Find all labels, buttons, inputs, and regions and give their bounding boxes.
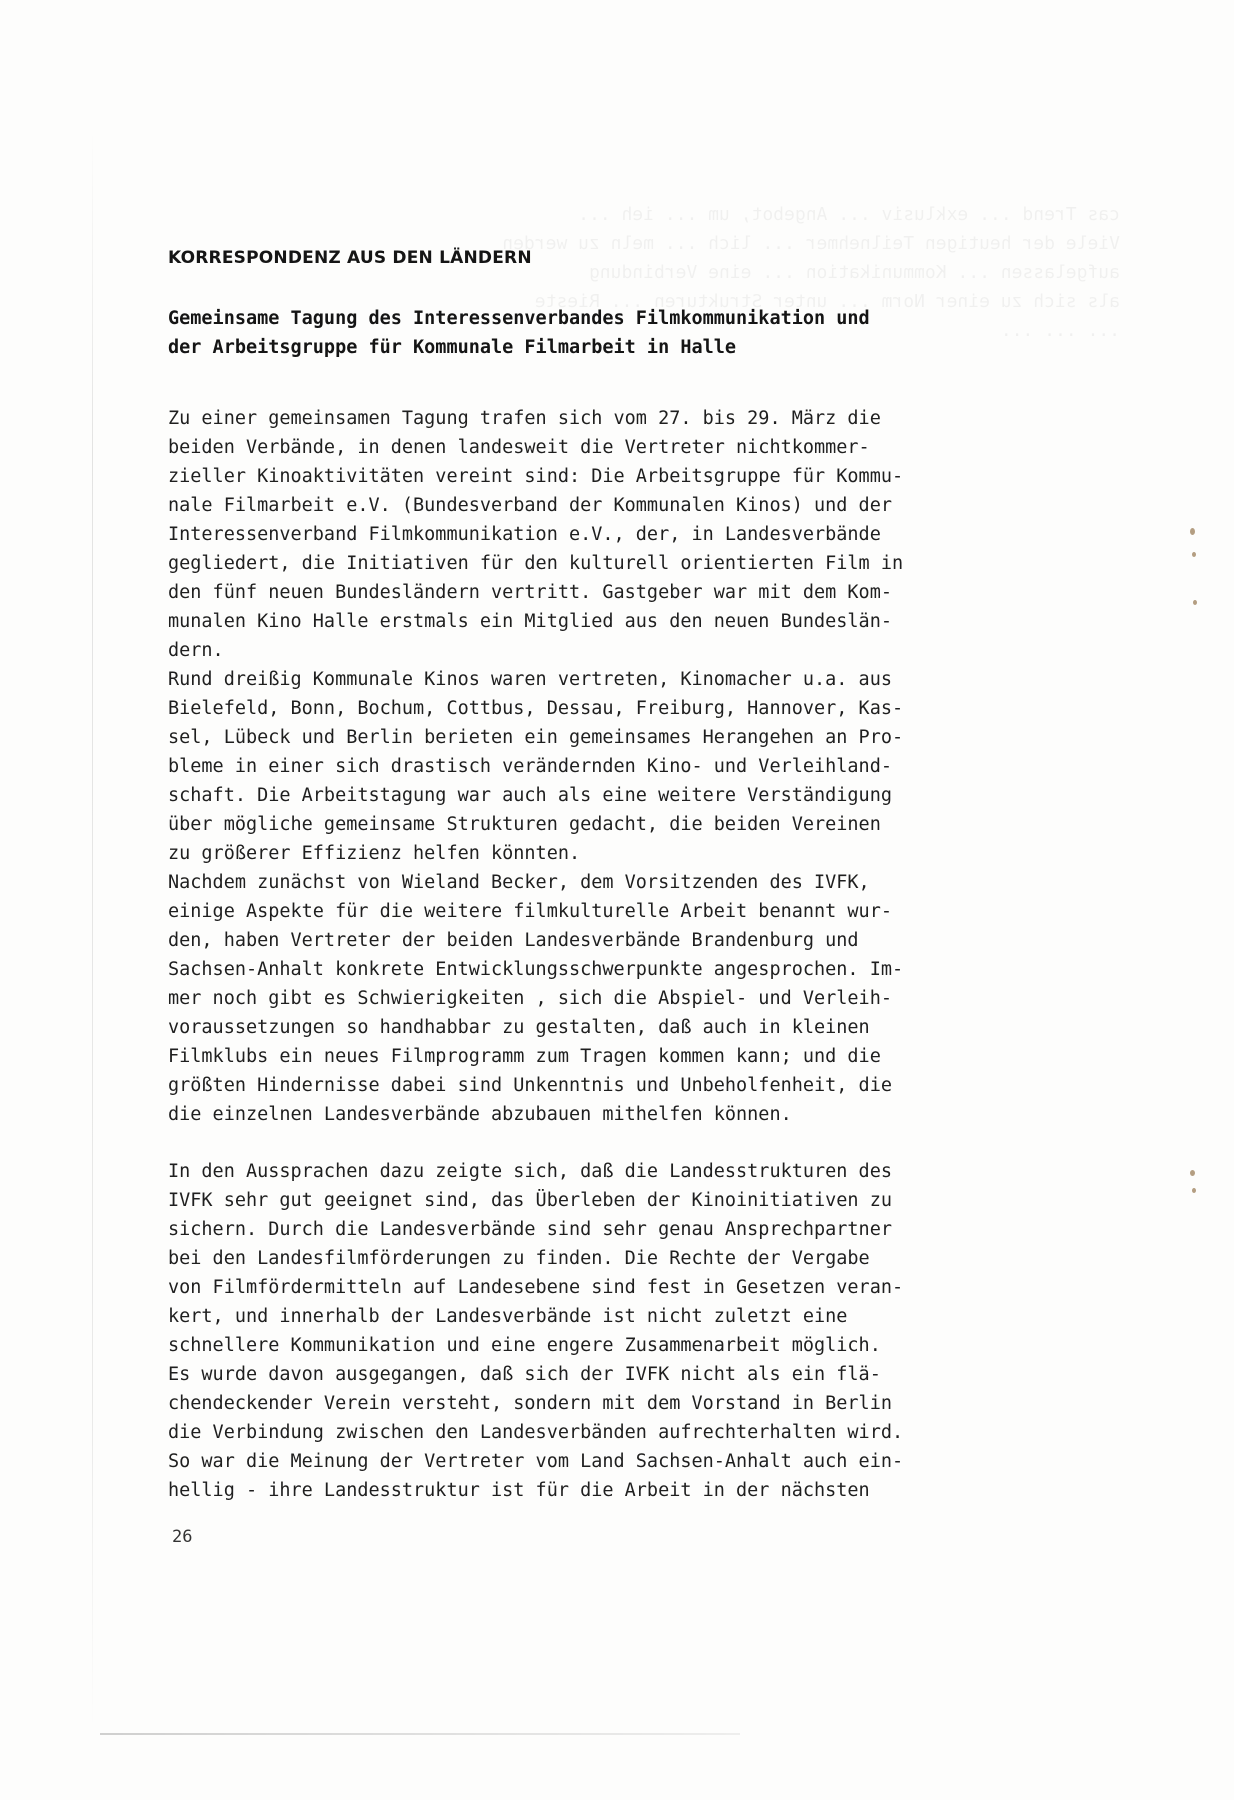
text-line: kert, und innerhalb der Landesverbände ist nicht zuletzt eine — [168, 1306, 848, 1327]
text-line: einige Aspekte für die weitere filmkulturelle Arbeit benannt wur- — [168, 901, 892, 922]
text-line: gegliedert, die Initiativen für den kulturell orientierten Film in — [168, 553, 904, 574]
title-line: der Arbeitsgruppe für Kommunale Filmarbeit in Halle — [168, 337, 737, 358]
text-line: mer noch gibt es Schwierigkeiten , sich die Abspiel- und Verleih- — [168, 988, 892, 1009]
paper-spot-mark — [1193, 600, 1197, 605]
text-line: dern. — [168, 640, 224, 661]
paragraph-2 — [168, 1157, 1113, 1505]
text-line: Nachdem zunächst von Wieland Becker, dem Vorsitzenden des IVFK, — [168, 872, 870, 893]
text-line: So war die Meinung der Vertreter vom Land Sachsen-Anhalt auch ein- — [168, 1451, 904, 1472]
paper-spot-mark — [1192, 552, 1196, 557]
paragraph-1 — [168, 404, 1113, 1129]
text-line: die Verbindung zwischen den Landesverbänden aufrechterhalten wird. — [168, 1422, 904, 1443]
text-line: die einzelnen Landesverbände abzubauen mithelfen können. — [168, 1104, 792, 1125]
text-line: bei den Landesfilmförderungen zu finden. Die Rechte der Vergabe — [168, 1248, 870, 1269]
text-line: hellig - ihre Landesstruktur ist für die Arbeit in der nächsten — [168, 1480, 870, 1501]
text-line: bleme in einer sich drastisch verändernden Kino- und Verleihland- — [168, 756, 892, 777]
text-line: beiden Verbände, in denen landesweit die Vertreter nichtkommer- — [168, 437, 870, 458]
paper-spot-mark — [1192, 1188, 1196, 1193]
text-line: von Filmfördermitteln auf Landesebene sind fest in Gesetzen veran- — [168, 1277, 904, 1298]
page-left-edge-shadow — [92, 130, 93, 1730]
text-line: schnellere Kommunikation und eine engere Zusammenarbeit möglich. — [168, 1335, 881, 1356]
article — [168, 246, 1113, 1505]
text-line: sichern. Durch die Landesverbände sind sehr genau Ansprechpartner — [168, 1219, 892, 1240]
text-line: voraussetzungen so handhabbar zu gestalten, daß auch in kleinen — [168, 1017, 870, 1038]
text-line: chendeckender Verein versteht, sondern mit dem Vorstand in Berlin — [168, 1393, 892, 1414]
text-line: Rund dreißig Kommunale Kinos waren vertreten, Kinomacher u.a. aus — [168, 669, 892, 690]
text-line: Interessenverband Filmkommunikation e.V., der, in Landesverbände — [168, 524, 881, 545]
text-line: zu größerer Effizienz helfen könnten. — [168, 843, 581, 864]
page-bottom-edge-shadow — [100, 1733, 740, 1735]
paragraph-gap — [168, 1129, 1113, 1157]
text-line: größten Hindernisse dabei sind Unkenntnis und Unbeholfenheit, die — [168, 1075, 892, 1096]
text-line: Zu einer gemeinsamen Tagung trafen sich vom 27. bis 29. März die — [168, 408, 881, 429]
text-line: den, haben Vertreter der beiden Landesverbände Brandenburg und — [168, 930, 859, 951]
title-line: Gemeinsame Tagung des Interessenverbandes Filmkommunikation und — [168, 308, 870, 329]
paper-spot-mark — [1190, 528, 1195, 535]
text-line: In den Aussprachen dazu zeigte sich, daß die Landesstrukturen des — [168, 1161, 892, 1182]
section-heading: KORRESPONDENZ AUS DEN LÄNDERN — [168, 248, 532, 268]
page-number: 26 — [172, 1527, 193, 1547]
text-line: sel, Lübeck und Berlin berieten ein gemeinsames Herangehen an Pro- — [168, 727, 904, 748]
text-line: schaft. Die Arbeitstagung war auch als eine weitere Verständigung — [168, 785, 892, 806]
text-line: nale Filmarbeit e.V. (Bundesverband der Kommunalen Kinos) und der — [168, 495, 892, 516]
paper-spot-mark — [1190, 1170, 1195, 1176]
text-line: Es wurde davon ausgegangen, daß sich der IVFK nicht als ein flä- — [168, 1364, 881, 1385]
text-line: IVFK sehr gut geeignet sind, das Überleben der Kinoinitiativen zu — [168, 1190, 892, 1211]
text-line: Filmklubs ein neues Filmprogramm zum Tragen kommen kann; und die — [168, 1046, 881, 1067]
show-through-text: cas Trend ... exklusiv ... Angebot, um ... ieh ... Viele der heutigen Teilnehmer ... lich ... meln zu werden aufgelassen ... Kommunikation ... eine Verbindung als sich zu einer Norm ... unter Strukturen ... Rieste ... ... ... — [502, 204, 1120, 341]
text-line: zieller Kinoaktivitäten vereint sind: Die Arbeitsgruppe für Kommu- — [168, 466, 904, 487]
text-line: über mögliche gemeinsame Strukturen gedacht, die beiden Vereinen — [168, 814, 881, 835]
text-line: munalen Kino Halle erstmals ein Mitglied aus den neuen Bundeslän- — [168, 611, 892, 632]
text-line: Bielefeld, Bonn, Bochum, Cottbus, Dessau, Freiburg, Hannover, Kas- — [168, 698, 904, 719]
article-title — [168, 304, 1113, 362]
text-line: Sachsen-Anhalt konkrete Entwicklungsschwerpunkte angesprochen. Im- — [168, 959, 904, 980]
text-line: den fünf neuen Bundesländern vertritt. Gastgeber war mit dem Kom- — [168, 582, 892, 603]
